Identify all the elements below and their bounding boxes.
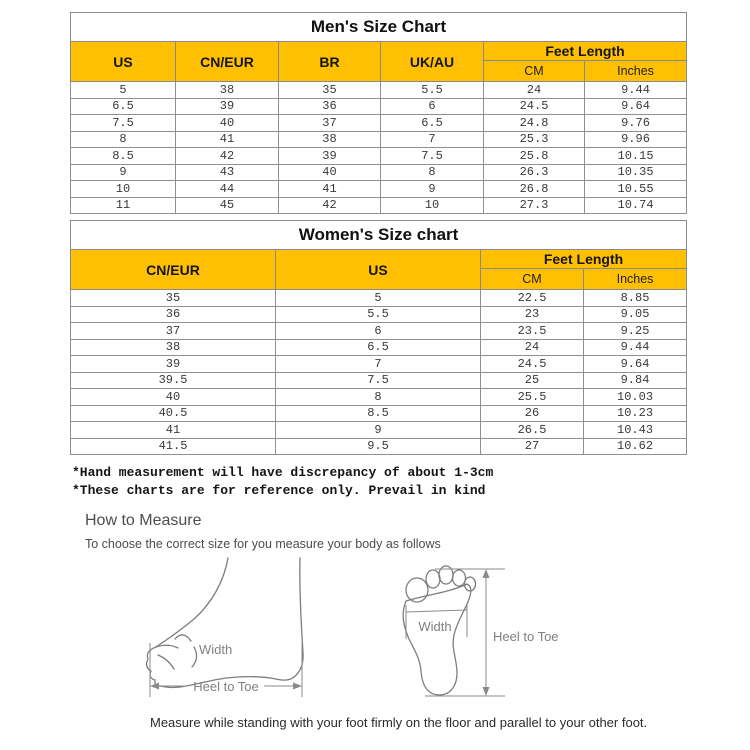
table-cell: 6.5 [71,98,176,115]
table-cell: 22.5 [481,290,584,307]
table-cell: 5 [71,82,176,99]
table-cell: 8 [276,389,481,406]
table-row [71,405,687,422]
table-row [71,422,687,439]
table-cell: 10.74 [585,197,687,214]
table-cell: 38 [279,131,381,148]
mens-size-table [70,12,687,214]
table-cell: 9.05 [584,306,687,323]
table-row [71,98,687,115]
table-cell: 40.5 [71,405,276,422]
table-cell: 26 [481,405,584,422]
table-row [71,323,687,340]
table-cell: 10.23 [584,405,687,422]
table-cell: 6 [276,323,481,340]
table-cell: 41 [176,131,279,148]
table-cell: 10 [381,197,484,214]
column-header-us: US [71,42,176,82]
table-cell: 25.8 [484,148,585,165]
table-cell: 9.44 [585,82,687,99]
table-cell: 10.15 [585,148,687,165]
table-cell: 9.64 [584,356,687,373]
column-header-br: BR [279,42,381,82]
table-cell: 39 [279,148,381,165]
table-title-row [71,221,687,250]
table-cell: 9.96 [585,131,687,148]
table-cell: 7.5 [381,148,484,165]
table-cell: 24.8 [484,115,585,132]
table-cell: 40 [71,389,276,406]
table-cell: 24 [481,339,584,356]
table-cell: 39 [176,98,279,115]
table-cell: 8.5 [71,148,176,165]
table-cell: 9 [276,422,481,439]
column-header-cm: CM [481,269,584,290]
width-label: Width [199,642,233,657]
table-header-row [71,250,687,269]
table-cell: 9.5 [276,438,481,455]
table-cell: 37 [71,323,276,340]
table-row [71,148,687,165]
table-cell: 42 [279,197,381,214]
table-row [71,356,687,373]
note-reference-only: *These charts are for reference only. Prevail in kind [72,483,486,498]
table-cell: 9.84 [584,372,687,389]
table-cell: 7.5 [276,372,481,389]
table-cell: 8 [71,131,176,148]
width-label: Width [418,619,452,634]
heel-to-toe-label: Heel to Toe [493,629,559,644]
notes [72,464,686,500]
table-cell: 36 [71,306,276,323]
table-cell: 6.5 [381,115,484,132]
table-cell: 37 [279,115,381,132]
table-cell: 9.76 [585,115,687,132]
table-cell: 25.5 [481,389,584,406]
table-row [71,164,687,181]
table-cell: 9 [71,164,176,181]
column-header-cn-eur: CN/EUR [71,250,276,290]
table-cell: 36 [279,98,381,115]
table-cell: 39.5 [71,372,276,389]
column-header-feet-length: Feet Length [484,42,687,61]
table-cell: 41.5 [71,438,276,455]
table-cell: 44 [176,181,279,198]
measure-diagrams [70,555,686,705]
how-to-measure-heading: How to Measure [85,512,202,529]
column-header-cm: CM [484,61,585,82]
table-cell: 10.35 [585,164,687,181]
table-cell: 41 [71,422,276,439]
table-cell: 10.43 [584,422,687,439]
table-row [71,115,687,132]
table-cell: 23.5 [481,323,584,340]
table-row [71,389,687,406]
table-cell: 40 [176,115,279,132]
foot-side-view-illustration [142,555,314,703]
table-cell: 27.3 [484,197,585,214]
womens-table-title: Women's Size chart [71,221,687,250]
table-cell: 27 [481,438,584,455]
table-row [71,290,687,307]
measure-caption: Measure while standing with your foot firmly on the floor and parallel to your other foot. [150,715,648,730]
table-cell: 10.03 [584,389,687,406]
column-header-inches: Inches [584,269,687,290]
table-cell: 9.25 [584,323,687,340]
table-cell: 5.5 [381,82,484,99]
table-header-row [71,42,687,61]
table-row [71,438,687,455]
table-row [71,339,687,356]
table-cell: 23 [481,306,584,323]
table-cell: 5.5 [276,306,481,323]
table-cell: 40 [279,164,381,181]
table-cell: 25.3 [484,131,585,148]
table-row [71,82,687,99]
mens-table-title: Men's Size Chart [71,13,687,42]
column-header-inches: Inches [585,61,687,82]
table-cell: 24.5 [481,356,584,373]
table-cell: 9 [381,181,484,198]
heel-to-toe-label: Heel to Toe [193,679,259,694]
table-cell: 25 [481,372,584,389]
table-cell: 43 [176,164,279,181]
table-cell: 9.44 [584,339,687,356]
column-header-cn-eur: CN/EUR [176,42,279,82]
table-cell: 24 [484,82,585,99]
table-row [71,372,687,389]
table-cell: 45 [176,197,279,214]
how-to-measure-subtitle: To choose the correct size for you measure your body as follows [85,537,441,551]
table-cell: 35 [279,82,381,99]
table-cell: 38 [71,339,276,356]
column-header-feet-length: Feet Length [481,250,687,269]
table-cell: 42 [176,148,279,165]
table-cell: 24.5 [484,98,585,115]
table-cell: 8.85 [584,290,687,307]
size-chart-page [70,12,686,730]
womens-size-table [70,220,687,455]
note-hand-measurement: *Hand measurement will have discrepancy of about 1-3cm [72,465,494,480]
table-cell: 26.5 [481,422,584,439]
table-cell: 7 [381,131,484,148]
table-cell: 9.64 [585,98,687,115]
foot-outline [147,558,304,688]
table-row [71,131,687,148]
table-cell: 5 [276,290,481,307]
table-cell: 26.3 [484,164,585,181]
table-cell: 26.8 [484,181,585,198]
table-cell: 41 [279,181,381,198]
foot-sole-view-illustration [393,555,585,703]
table-cell: 7 [276,356,481,373]
column-header-uk-au: UK/AU [381,42,484,82]
table-cell: 35 [71,290,276,307]
table-cell: 10.55 [585,181,687,198]
table-row [71,181,687,198]
table-row [71,306,687,323]
table-cell: 8 [381,164,484,181]
table-cell: 10 [71,181,176,198]
table-cell: 6.5 [276,339,481,356]
table-cell: 7.5 [71,115,176,132]
table-cell: 8.5 [276,405,481,422]
table-cell: 39 [71,356,276,373]
table-title-row [71,13,687,42]
table-row [71,197,687,214]
column-header-us: US [276,250,481,290]
table-cell: 6 [381,98,484,115]
table-cell: 10.62 [584,438,687,455]
table-cell: 38 [176,82,279,99]
table-cell: 11 [71,197,176,214]
